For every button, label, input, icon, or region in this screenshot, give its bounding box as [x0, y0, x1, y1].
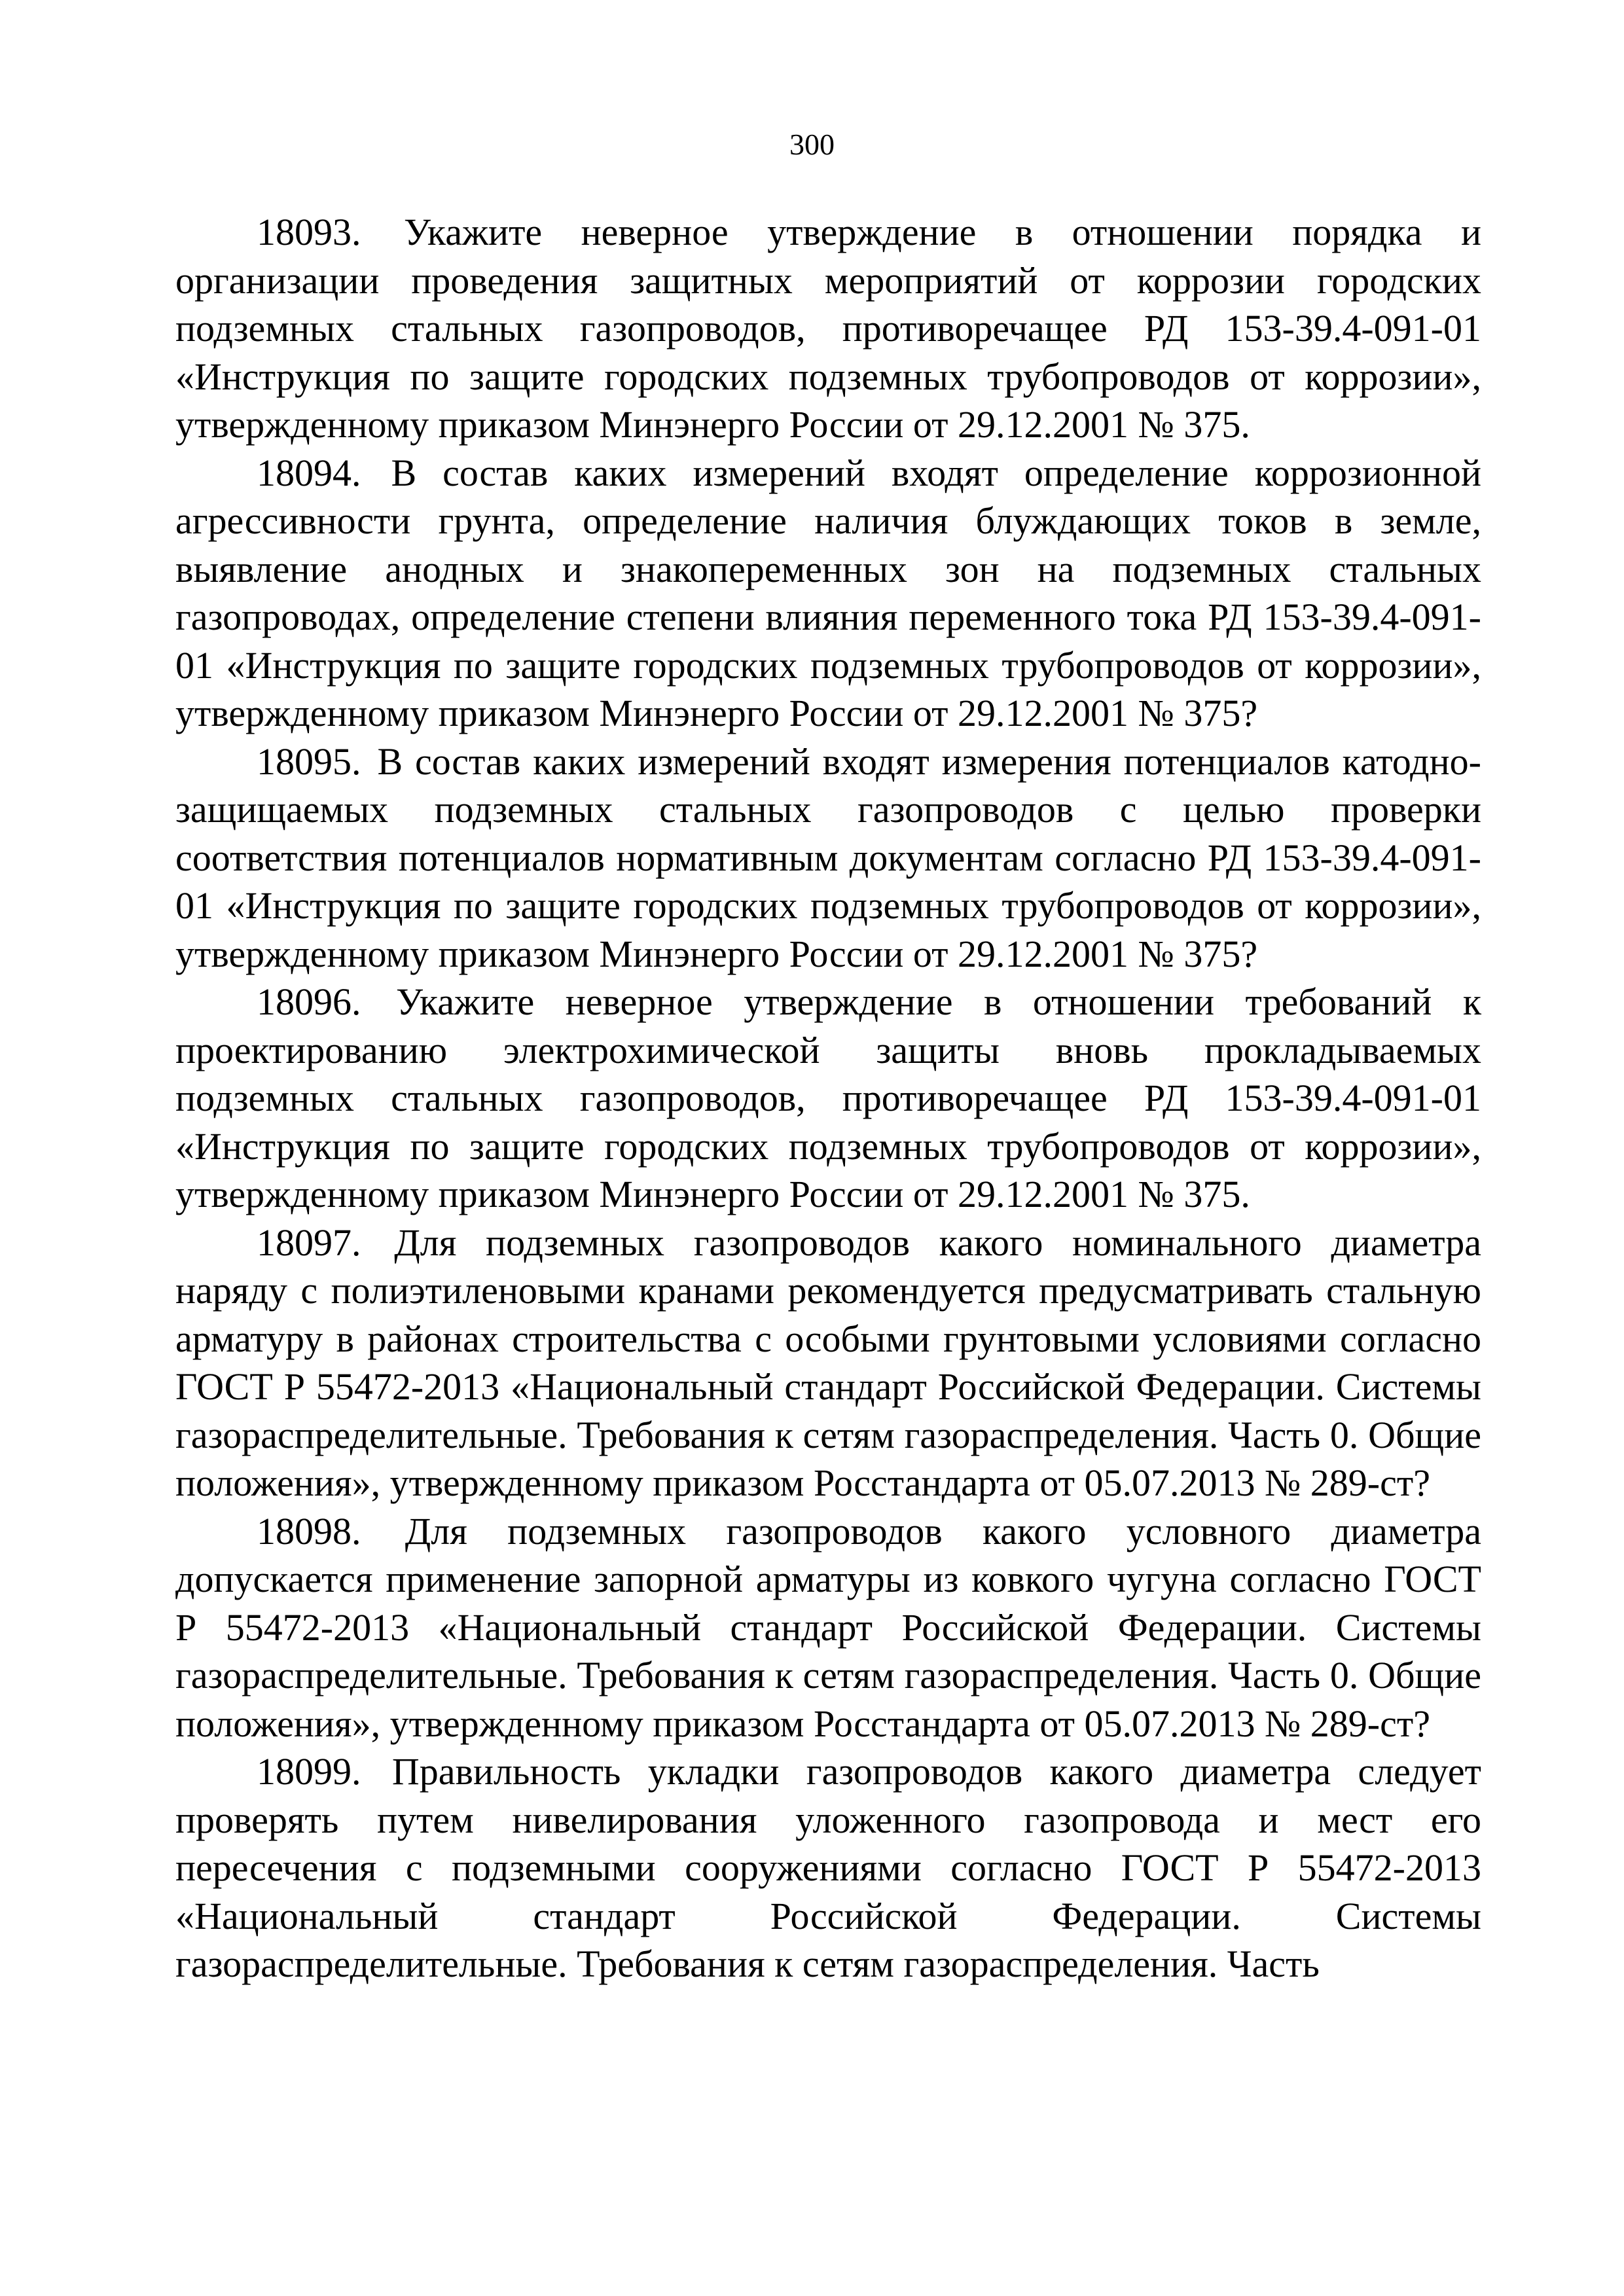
- document-body: [175, 208, 1481, 1988]
- question-text: Укажите неверное утверждение в отношении требований к проектированию электрохимической защиты вновь прокладываемых подземных стальных газопроводов, противоречащее РД 153-39.4-091-01 «Инструкция по защите городских подземных трубопроводов от коррозии», утвержденному приказом Минэнерго России от 29.12.2001 № 375.: [175, 980, 1482, 1215]
- question-number: 18099.: [257, 1750, 361, 1793]
- question-18096: [175, 978, 1481, 1219]
- question-number: 18093.: [257, 211, 361, 253]
- question-text: Правильность укладки газопроводов какого диаметра следует проверять путем нивелирования уложенного газопровода и мест его пересечения с подземными сооружениями согласно ГОСТ Р 55472-2013 «Национальный стандарт Российской Федерации. Системы газораспределительные. Требования к сетям газораспределения. Часть: [175, 1750, 1481, 1985]
- question-number: 18096.: [257, 980, 361, 1023]
- question-18094: [175, 449, 1481, 738]
- question-text: Для подземных газопроводов какого условного диаметра допускается применение запорной арматуры из ковкого чугуна согласно ГОСТ Р 55472-2013 «Национальный стандарт Российской Федерации. Системы газораспределительные. Требования к сетям газораспределения. Часть 0. Общие положения», утвержденному приказом Росстандарта от 05.07.2013 № 289-ст?: [175, 1509, 1481, 1745]
- question-18099: [175, 1748, 1481, 1988]
- question-number: 18094.: [257, 451, 361, 494]
- question-18098: [175, 1507, 1481, 1748]
- question-number: 18098.: [257, 1509, 361, 1552]
- question-text: В состав каких измерений входят определение коррозионной агрессивности грунта, определение наличия блуждающих токов в земле, выявление анодных и знакопеременных зон на подземных стальных газопроводах, определение степени влияния переменного тока РД 153-39.4-091-01 «Инструкция по защите городских подземных трубопроводов от коррозии», утвержденному приказом Минэнерго России от 29.12.2001 № 375?: [175, 451, 1481, 734]
- question-18095: [175, 738, 1481, 978]
- question-number: 18095.: [257, 740, 361, 783]
- question-number: 18097.: [257, 1221, 361, 1264]
- question-18093: [175, 208, 1481, 449]
- page-number: 300: [789, 128, 835, 161]
- question-text: Укажите неверное утверждение в отношении порядка и организации проведения защитных мероприятий от коррозии городских подземных стальных газопроводов, противоречащее РД 153-39.4-091-01 «Инструкция по защите городских подземных трубопроводов от коррозии», утвержденному приказом Минэнерго России от 29.12.2001 № 375.: [175, 211, 1482, 446]
- question-text: Для подземных газопроводов какого номинального диаметра наряду с полиэтиленовыми кранами рекомендуется предусматривать стальную арматуру в районах строительства с особыми грунтовыми условиями согласно ГОСТ Р 55472-2013 «Национальный стандарт Российской Федерации. Системы газораспределительные. Требования к сетям газораспределения. Часть 0. Общие положения», утвержденному приказом Росстандарта от 05.07.2013 № 289-ст?: [175, 1221, 1481, 1504]
- question-18097: [175, 1219, 1481, 1507]
- question-text: В состав каких измерений входят измерения потенциалов катодно-защищаемых подземных стальных газопроводов с целью проверки соответствия потенциалов нормативным документам согласно РД 153-39.4-091-01 «Инструкция по защите городских подземных трубопроводов от коррозии», утвержденному приказом Минэнерго России от 29.12.2001 № 375?: [175, 740, 1481, 975]
